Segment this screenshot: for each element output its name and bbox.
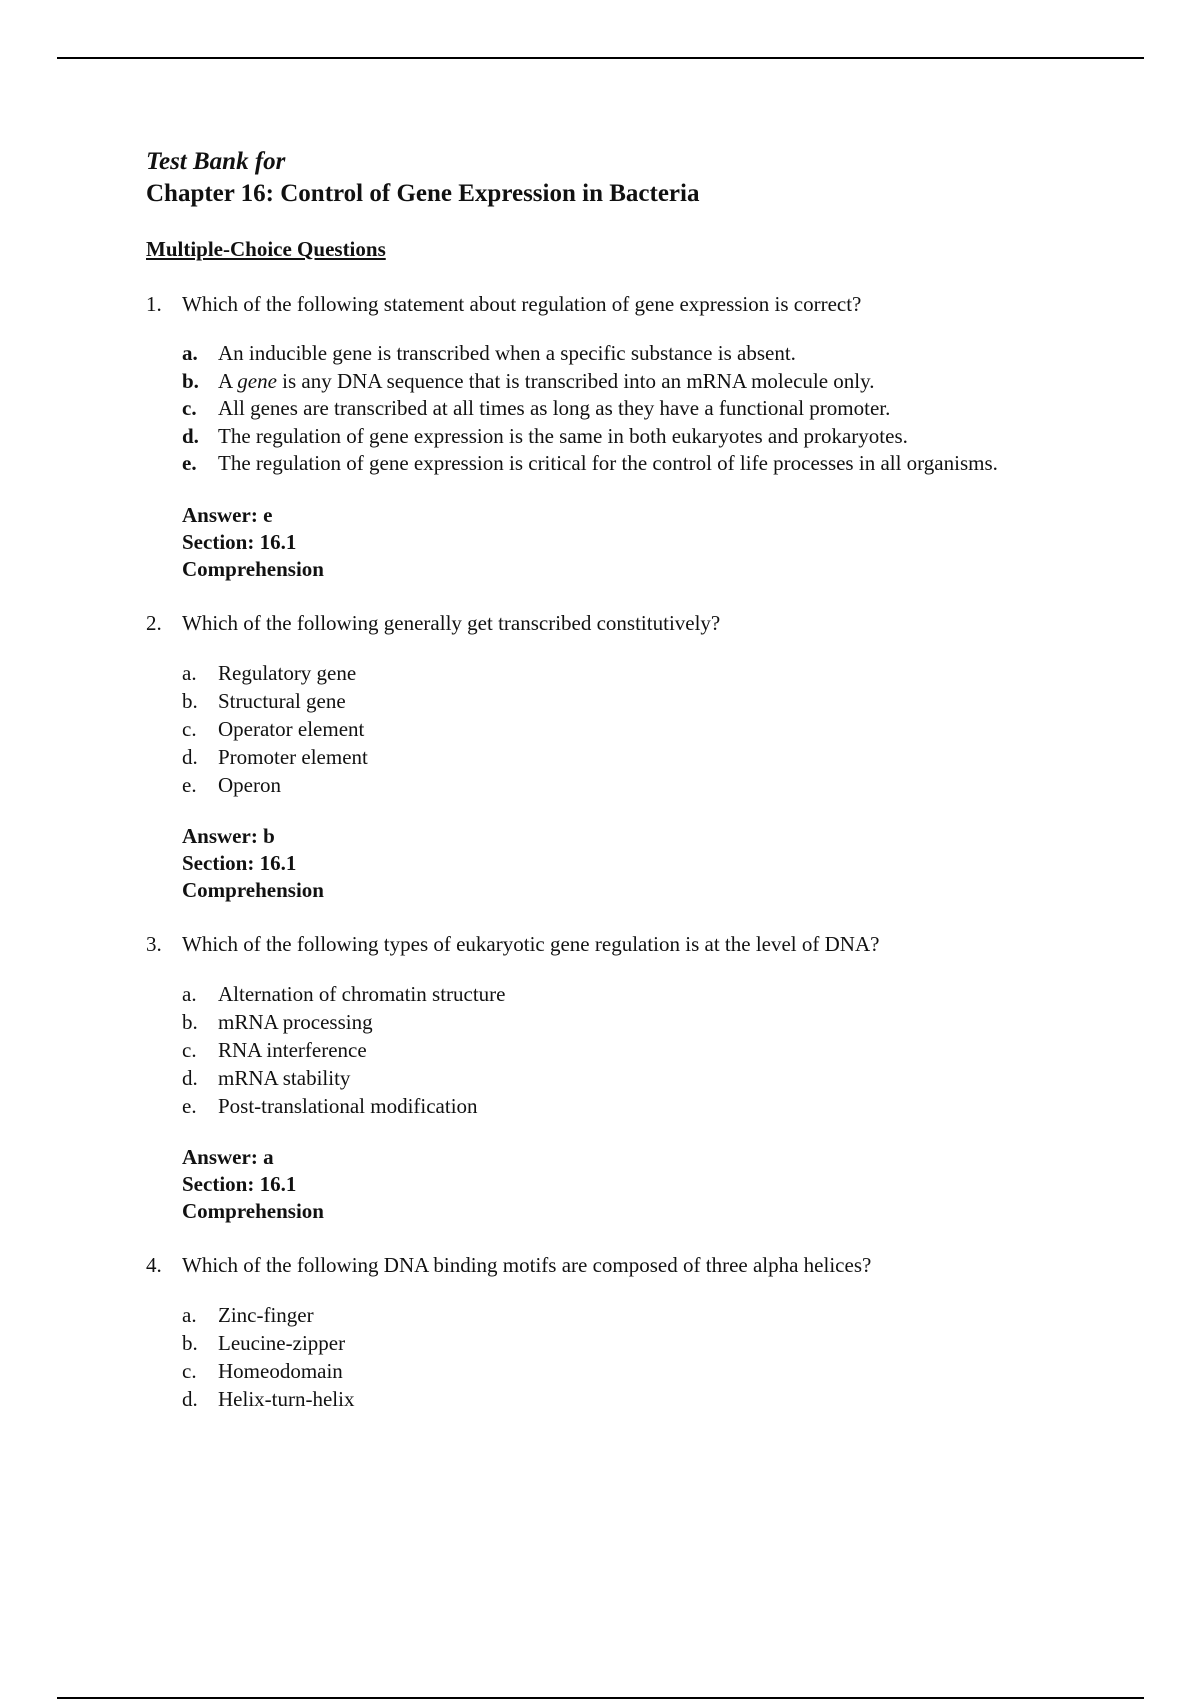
chapter-title: Chapter 16: Control of Gene Expression in Bacteria — [146, 180, 700, 207]
option-letter: b. — [182, 1009, 198, 1034]
option-a — [182, 340, 1046, 368]
option-letter: c. — [182, 1037, 197, 1062]
question-number: 3. — [146, 931, 162, 956]
option-a — [182, 980, 1046, 1008]
option-text: Operon — [218, 772, 281, 797]
option-a — [182, 659, 1046, 687]
question-text: Which of the following statement about regulation of gene expression is correct? — [182, 292, 862, 316]
option-text: RNA interference — [218, 1037, 367, 1062]
option-letter: b. — [182, 688, 198, 713]
option-b — [182, 687, 1046, 715]
question-stem — [146, 609, 1046, 637]
answer-key: Answer: e — [182, 502, 273, 527]
option-letter: c. — [182, 716, 197, 741]
option-text: Zinc-finger — [218, 1302, 314, 1327]
option-letter: d. — [182, 423, 199, 448]
option-letter: c. — [182, 396, 197, 420]
option-italic-term: gene — [237, 368, 277, 393]
option-e — [182, 771, 1046, 799]
question-stem — [146, 930, 1046, 958]
answer-block — [182, 823, 1046, 904]
option-text: Helix-turn-helix — [218, 1386, 355, 1411]
option-text: The regulation of gene expression is critical for the control of life processes in all organisms. — [218, 451, 998, 475]
answer-key: Answer: a — [182, 1144, 274, 1169]
section-ref: Section: 16.1 — [182, 850, 297, 875]
option-e — [182, 1092, 1046, 1120]
option-text: Regulatory gene — [218, 660, 357, 685]
option-letter: b. — [182, 1330, 198, 1355]
question-3 — [146, 930, 1046, 1225]
difficulty-level: Comprehension — [182, 556, 324, 581]
option-letter: e. — [182, 451, 197, 475]
section-ref: Section: 16.1 — [182, 529, 297, 554]
option-text: Structural gene — [218, 688, 346, 713]
option-text: Homeodomain — [218, 1358, 343, 1383]
top-rule — [57, 57, 1144, 59]
option-a — [182, 1301, 1046, 1329]
option-c — [182, 395, 1046, 423]
option-letter: e. — [182, 1093, 197, 1118]
question-4 — [146, 1251, 1046, 1413]
question-text: Which of the following generally get transcribed constitutively? — [182, 610, 721, 635]
option-list — [182, 659, 1046, 799]
option-list — [182, 1301, 1046, 1413]
option-letter: d. — [182, 744, 198, 769]
section-ref: Section: 16.1 — [182, 1171, 297, 1196]
question-number: 2. — [146, 610, 162, 635]
option-letter: d. — [182, 1386, 198, 1411]
question-text: Which of the following DNA binding motifs are composed of three alpha helices? — [182, 1252, 872, 1277]
option-b — [182, 368, 1046, 396]
option-b — [182, 1008, 1046, 1036]
option-text: Post-translational modification — [218, 1093, 478, 1118]
answer-block — [182, 502, 1046, 583]
option-c — [182, 715, 1046, 743]
option-text: Leucine-zipper — [218, 1330, 346, 1355]
option-letter: e. — [182, 772, 197, 797]
option-text: Operator element — [218, 716, 365, 741]
option-letter: a. — [182, 341, 198, 365]
test-bank-title: Test Bank for — [146, 148, 286, 175]
option-letter: a. — [182, 981, 197, 1006]
option-text: Alternation of chromatin structure — [218, 981, 506, 1006]
option-text-prefix: A — [218, 368, 238, 393]
option-letter: a. — [182, 660, 197, 685]
difficulty-level: Comprehension — [182, 877, 324, 902]
difficulty-level: Comprehension — [182, 1198, 324, 1223]
question-2 — [146, 609, 1046, 904]
option-b — [182, 1329, 1046, 1357]
document-body — [146, 146, 1046, 1413]
option-letter: d. — [182, 1065, 198, 1090]
option-letter: a. — [182, 1302, 197, 1327]
answer-block — [182, 1144, 1046, 1225]
bottom-rule — [57, 1697, 1144, 1699]
question-1 — [146, 290, 1046, 583]
option-e — [182, 450, 1046, 478]
option-text: An inducible gene is transcribed when a specific substance is absent. — [218, 341, 796, 365]
option-text: mRNA stability — [218, 1065, 351, 1090]
option-d — [182, 1385, 1046, 1413]
question-number: 1. — [146, 292, 162, 316]
answer-key: Answer: b — [182, 823, 275, 848]
option-text: Promoter element — [218, 744, 368, 769]
option-text-rest: is any DNA sequence that is transcribed into an mRNA molecule only. — [276, 368, 875, 393]
option-text: The regulation of gene expression is the same in both eukaryotes and prokaryotes. — [218, 423, 908, 448]
option-text: All genes are transcribed at all times as long as they have a functional promoter. — [218, 396, 891, 420]
section-heading: Multiple-Choice Questions — [146, 237, 386, 261]
option-c — [182, 1036, 1046, 1064]
question-number: 4. — [146, 1252, 162, 1277]
option-letter: c. — [182, 1358, 197, 1383]
option-letter: b. — [182, 368, 199, 393]
option-d — [182, 743, 1046, 771]
option-d — [182, 1064, 1046, 1092]
option-text — [218, 368, 875, 396]
question-stem — [146, 290, 1046, 318]
option-text: mRNA processing — [218, 1009, 373, 1034]
option-c — [182, 1357, 1046, 1385]
question-stem — [146, 1251, 1046, 1279]
option-list — [182, 980, 1046, 1120]
option-list — [182, 340, 1046, 478]
question-text: Which of the following types of eukaryotic gene regulation is at the level of DNA? — [182, 931, 880, 956]
option-d — [182, 423, 1046, 451]
